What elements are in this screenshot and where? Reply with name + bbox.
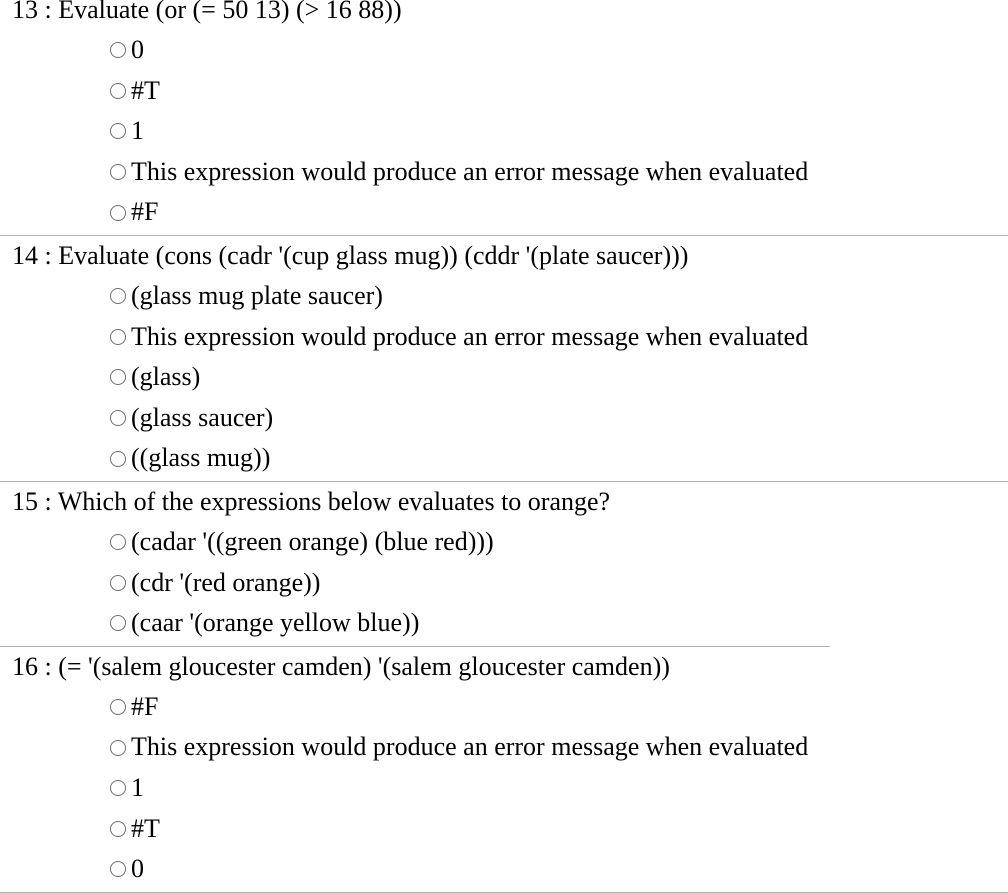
- answer-option[interactable]: [0, 111, 1008, 152]
- answer-option[interactable]: [0, 687, 1008, 728]
- option-label: (caar '(orange yellow blue)): [131, 608, 420, 638]
- radio-button[interactable]: [110, 615, 126, 631]
- radio-button[interactable]: [110, 410, 126, 426]
- option-label: #T: [131, 75, 160, 105]
- question-separator: :: [44, 486, 52, 516]
- radio-button[interactable]: [110, 780, 126, 796]
- option-label: This expression would produce an error message when evaluated: [131, 321, 809, 351]
- question-number: 13: [12, 0, 38, 24]
- option-label: 1: [131, 116, 144, 146]
- option-label: (glass saucer): [131, 402, 274, 432]
- answer-option[interactable]: [0, 152, 1008, 193]
- question-title: [0, 0, 1008, 30]
- question-13: [0, 0, 1008, 236]
- radio-button[interactable]: [110, 534, 126, 550]
- radio-button[interactable]: [110, 205, 126, 221]
- answer-option[interactable]: [0, 768, 1008, 809]
- radio-button[interactable]: [110, 369, 126, 385]
- answer-option[interactable]: [0, 30, 1008, 71]
- question-separator: :: [44, 0, 52, 24]
- radio-button[interactable]: [110, 288, 126, 304]
- answer-option[interactable]: [0, 563, 830, 604]
- radio-button[interactable]: [110, 451, 126, 467]
- question-number: 15: [12, 486, 38, 516]
- option-label: 0: [131, 35, 144, 64]
- option-label: 0: [131, 854, 144, 884]
- question-separator: :: [44, 240, 52, 270]
- option-label: #T: [131, 813, 160, 843]
- question-text: Evaluate (or (= 50 13) (> 16 88)): [58, 0, 402, 24]
- question-text: (= '(salem gloucester camden) '(salem gloucester camden)): [58, 651, 670, 681]
- radio-button[interactable]: [110, 42, 126, 58]
- question-number: 16: [12, 651, 38, 681]
- answer-option[interactable]: [0, 727, 1008, 768]
- radio-button[interactable]: [110, 123, 126, 139]
- option-label: #F: [131, 691, 159, 721]
- option-label: 1: [131, 772, 144, 802]
- radio-button[interactable]: [110, 83, 126, 99]
- answer-option[interactable]: [0, 809, 1008, 850]
- question-title: [0, 236, 1008, 276]
- radio-button[interactable]: [110, 575, 126, 591]
- option-label: (cdr '(red orange)): [131, 567, 321, 597]
- question-title: [0, 647, 1008, 687]
- radio-button[interactable]: [110, 740, 126, 756]
- question-14: [0, 236, 1008, 482]
- question-text: Evaluate (cons (cadr '(cup glass mug)) (cddr '(plate saucer))): [58, 240, 689, 270]
- answer-option[interactable]: [0, 192, 1008, 233]
- question-separator: :: [44, 651, 52, 681]
- option-label: (glass): [131, 362, 201, 392]
- radio-button[interactable]: [110, 699, 126, 715]
- question-15: [0, 482, 830, 647]
- radio-button[interactable]: [110, 821, 126, 837]
- answer-option[interactable]: [0, 438, 1008, 479]
- radio-button[interactable]: [110, 164, 126, 180]
- answer-option[interactable]: [0, 603, 830, 644]
- question-text: Which of the expressions below evaluates to orange?: [57, 486, 611, 516]
- answer-option[interactable]: [0, 317, 1008, 358]
- answer-option[interactable]: [0, 276, 1008, 317]
- question-number: 14: [12, 240, 38, 270]
- option-label: (glass mug plate saucer): [131, 280, 383, 310]
- radio-button[interactable]: [110, 861, 126, 877]
- option-label: This expression would produce an error message when evaluated: [131, 732, 809, 762]
- question-title: [0, 482, 830, 522]
- answer-option[interactable]: [0, 522, 830, 563]
- answer-option[interactable]: [0, 398, 1008, 439]
- answer-option[interactable]: [0, 357, 1008, 398]
- option-label: #F: [131, 197, 159, 227]
- answer-option[interactable]: [0, 71, 1008, 112]
- radio-button[interactable]: [110, 329, 126, 345]
- option-label: ((glass mug)): [131, 443, 271, 473]
- option-label: (cadar '((green orange) (blue red))): [131, 526, 494, 556]
- question-16: [0, 647, 1008, 893]
- option-label: This expression would produce an error message when evaluated: [131, 156, 809, 186]
